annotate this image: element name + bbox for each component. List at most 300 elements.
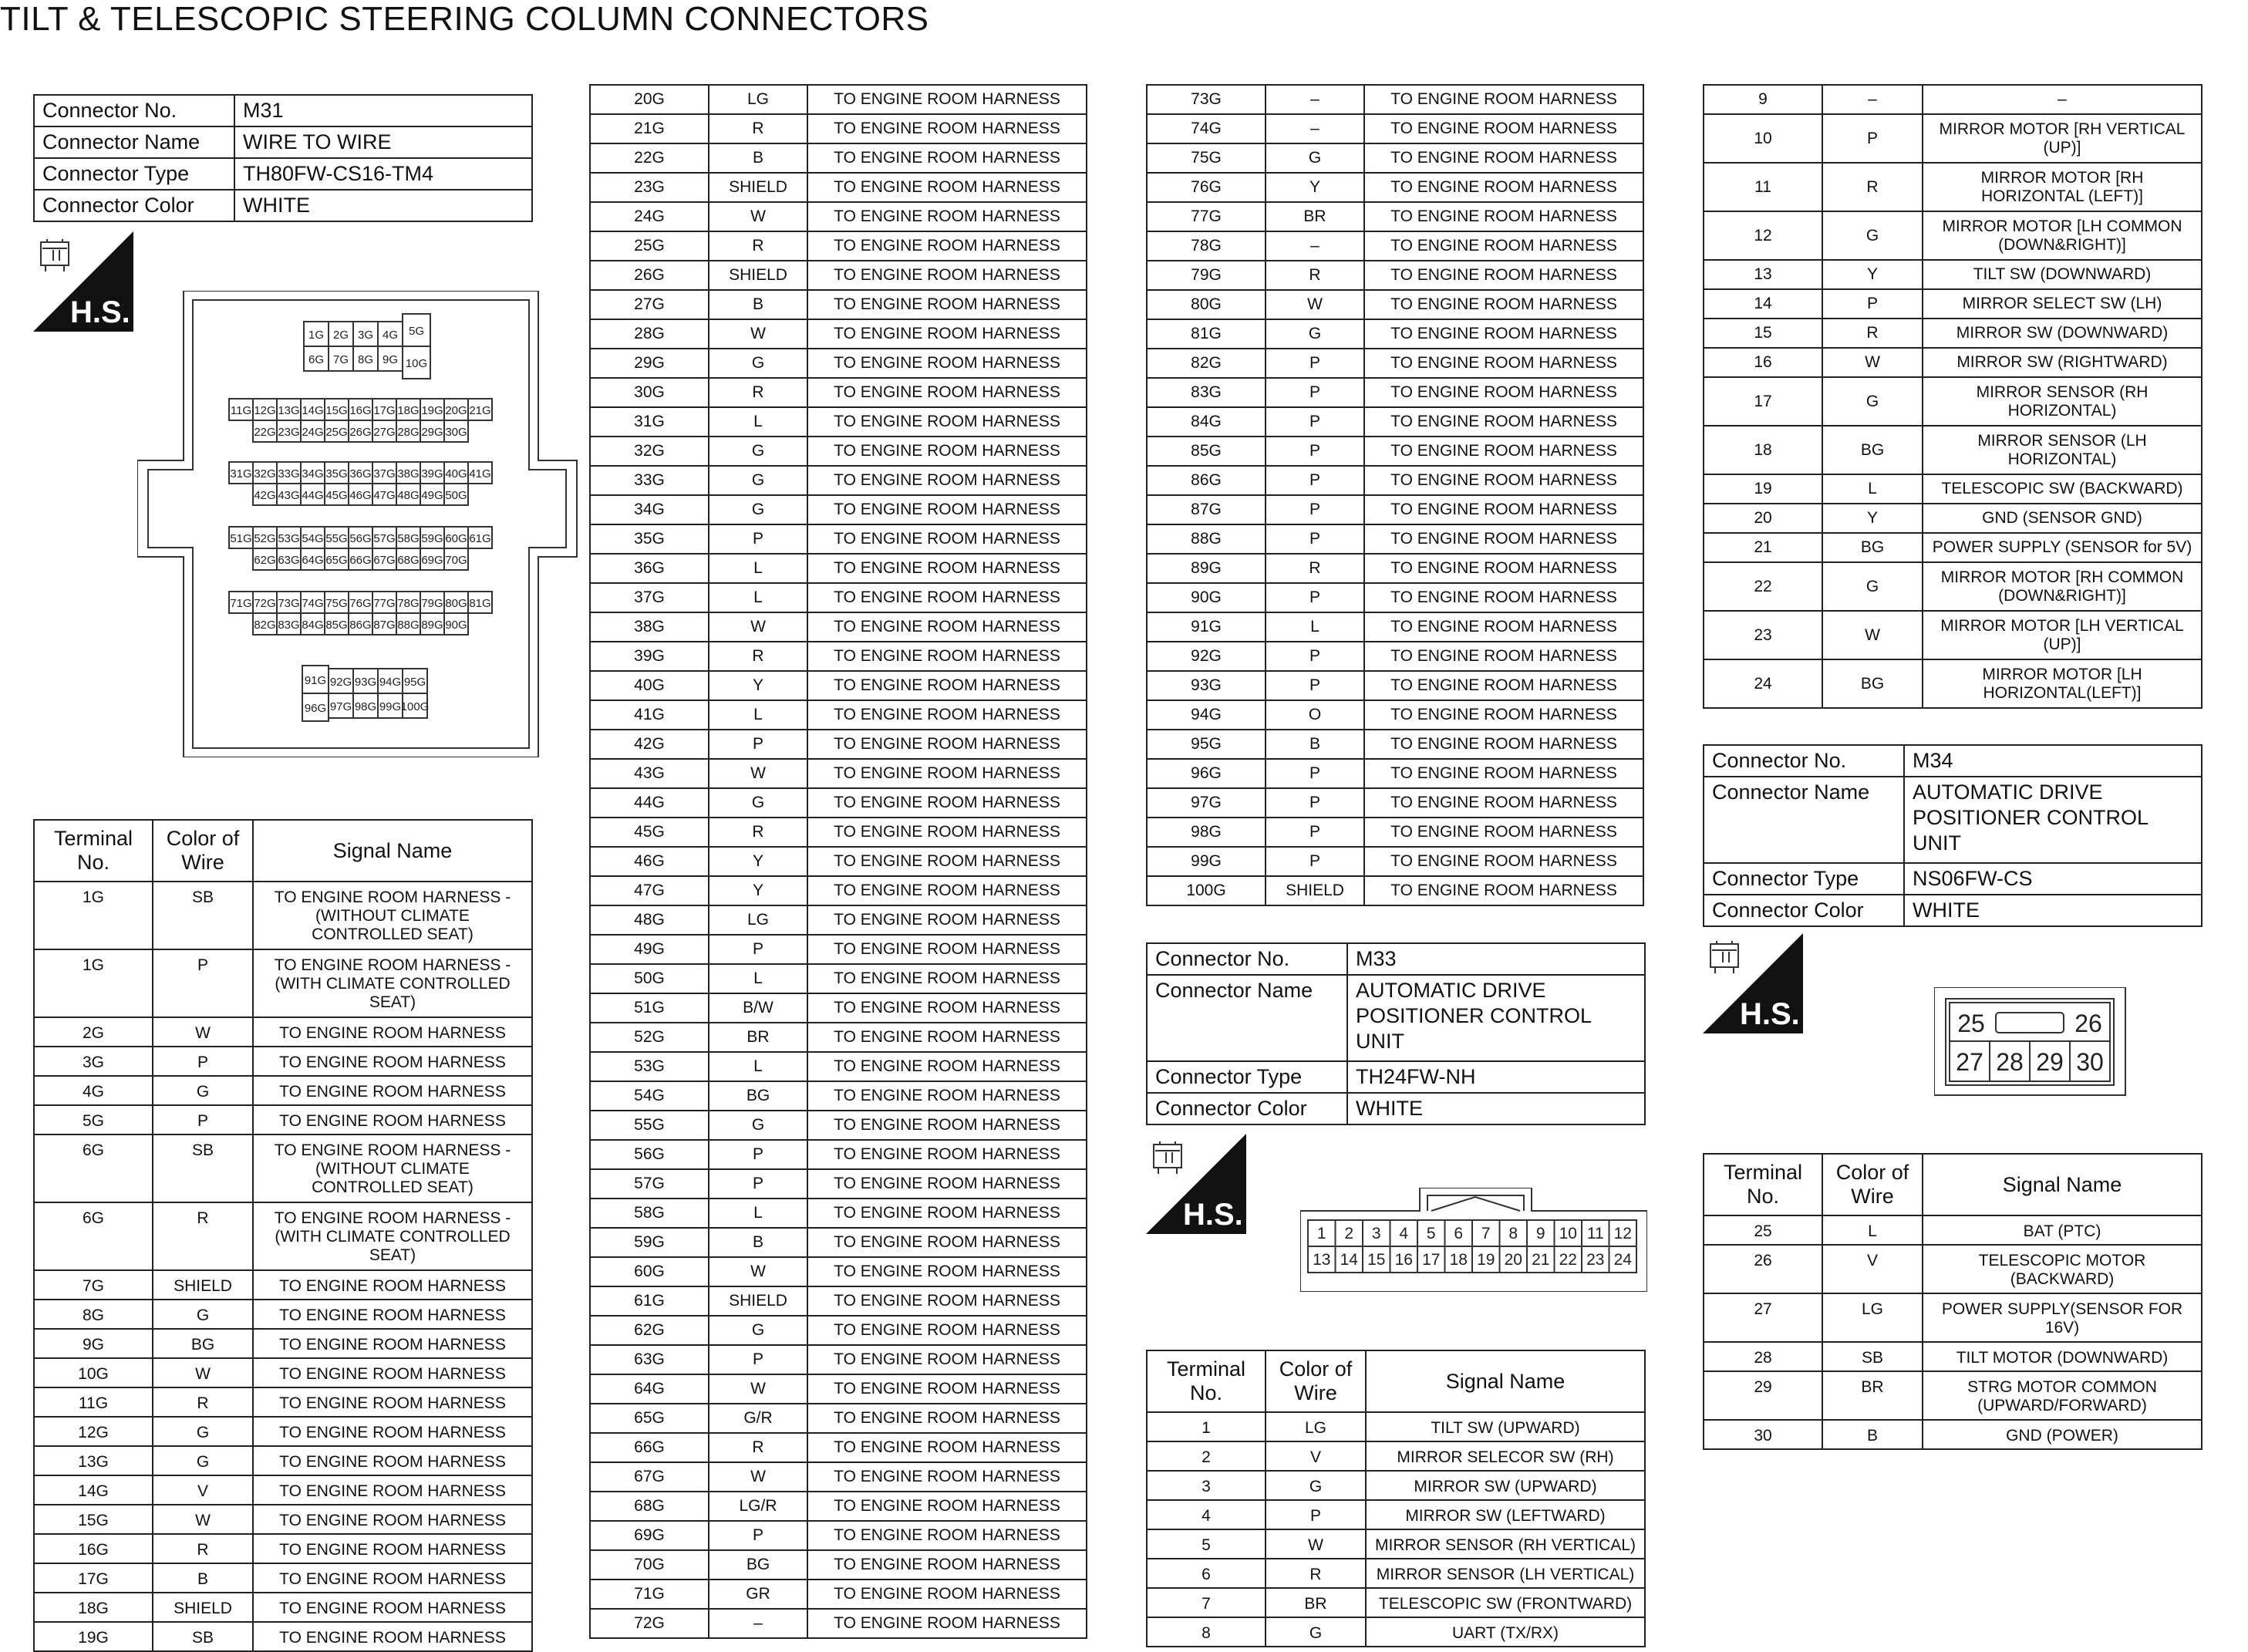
table-row	[590, 1140, 1087, 1169]
header-color-of-wire: Color of Wire	[1266, 1350, 1366, 1412]
cavity-label: 1	[1316, 1225, 1326, 1242]
wire-color: P	[709, 935, 807, 964]
signal-name: TO ENGINE ROOM HARNESS	[253, 1300, 532, 1329]
signal-name: TO ENGINE ROOM HARNESS	[807, 202, 1087, 231]
cavity-label: 6G	[308, 353, 325, 366]
terminal-no: 48G	[590, 905, 709, 935]
signal-name: TO ENGINE ROOM HARNESS	[253, 1417, 532, 1446]
wire-color: V	[153, 1475, 253, 1505]
wire-color: G	[709, 1111, 807, 1140]
cavity-label: 94G	[379, 676, 402, 689]
cavity-label: 52G	[254, 532, 276, 545]
table-row	[590, 143, 1087, 173]
signal-name: TO ENGINE ROOM HARNESS	[253, 1387, 532, 1417]
terminal-no: 93G	[1147, 671, 1266, 700]
cavity-label: 56G	[349, 532, 372, 545]
terminal-no: 1G	[34, 882, 153, 949]
table-row	[34, 1446, 532, 1475]
cavity-label: 11	[1586, 1225, 1604, 1242]
signal-name: TO ENGINE ROOM HARNESS	[807, 759, 1087, 788]
wire-color: P	[1266, 583, 1364, 612]
signal-name: TO ENGINE ROOM HARNESS	[807, 876, 1087, 905]
wire-color: L	[1266, 612, 1364, 642]
terminal-no: 89G	[1147, 554, 1266, 583]
signal-name: TO ENGINE ROOM HARNESS	[807, 143, 1087, 173]
signal-name: MIRROR SW (DOWNWARD)	[1923, 319, 2202, 348]
signal-name: TO ENGINE ROOM HARNESS	[807, 290, 1087, 319]
info-value-color: WHITE	[234, 190, 532, 221]
signal-name: TO ENGINE ROOM HARNESS	[807, 349, 1087, 378]
signal-name: TO ENGINE ROOM HARNESS	[807, 378, 1087, 407]
table-row	[1704, 533, 2202, 562]
signal-name: TO ENGINE ROOM HARNESS	[1364, 290, 1643, 319]
info-label: Connector Name	[1704, 777, 1904, 863]
signal-name: TO ENGINE ROOM HARNESS	[253, 1475, 532, 1505]
wire-color: R	[1266, 1559, 1366, 1588]
wire-color: P	[1266, 1500, 1366, 1529]
table-row	[1147, 700, 1643, 730]
wire-color: –	[1266, 114, 1364, 143]
wire-color: BR	[1822, 1371, 1923, 1420]
terminal-no: 21	[1704, 533, 1822, 562]
signal-name: TO ENGINE ROOM HARNESS	[253, 1505, 532, 1534]
cavity-label: 83G	[278, 619, 300, 632]
cavity-label: 27	[1956, 1048, 1983, 1076]
signal-name: TO ENGINE ROOM HARNESS	[807, 495, 1087, 524]
cavity-label: 93G	[354, 676, 377, 689]
terminal-no: 71G	[590, 1580, 709, 1609]
wire-color: B	[153, 1563, 253, 1593]
wire-color: BR	[1266, 202, 1364, 231]
table-row	[590, 173, 1087, 202]
hs-label: H.S.	[1183, 1198, 1243, 1232]
info-label: Connector Color	[34, 190, 234, 221]
hs-label: H.S.	[70, 295, 130, 329]
terminal-no: 28	[1704, 1342, 1822, 1371]
wire-color: B	[1266, 730, 1364, 759]
signal-name: UART (TX/RX)	[1366, 1617, 1645, 1647]
terminal-no: 17	[1704, 377, 1822, 426]
table-row	[590, 261, 1087, 290]
signal-name: TO ENGINE ROOM HARNESS	[807, 1374, 1087, 1404]
info-value-color: WHITE	[1347, 1093, 1645, 1124]
signal-name: TO ENGINE ROOM HARNESS	[253, 1329, 532, 1358]
wire-color: L	[709, 1199, 807, 1228]
terminal-no: 7G	[34, 1270, 153, 1300]
wire-color: Y	[1266, 173, 1364, 202]
cavity-label: 16G	[349, 404, 372, 417]
signal-name: TO ENGINE ROOM HARNESS	[1364, 85, 1643, 114]
table-row	[590, 437, 1087, 466]
signal-name: TO ENGINE ROOM HARNESS	[807, 671, 1087, 700]
table-row	[590, 847, 1087, 876]
terminal-no: 41G	[590, 700, 709, 730]
wire-color: L	[709, 964, 807, 993]
wire-color: W	[153, 1017, 253, 1047]
wire-color: P	[1266, 642, 1364, 671]
wire-color: Y	[709, 876, 807, 905]
signal-name: TO ENGINE ROOM HARNESS	[807, 847, 1087, 876]
cavity-label: 66G	[349, 554, 372, 567]
signal-name: TO ENGINE ROOM HARNESS	[1364, 378, 1643, 407]
wire-color: P	[1266, 847, 1364, 876]
wire-color: P	[153, 1105, 253, 1134]
table-row	[1147, 261, 1643, 290]
cavity-label: 40G	[445, 467, 467, 480]
terminal-no: 45G	[590, 818, 709, 847]
table-row	[1147, 495, 1643, 524]
info-label: Connector Type	[34, 158, 234, 190]
signal-name: TO ENGINE ROOM HARNESS	[1364, 143, 1643, 173]
cavity-label: 69G	[421, 554, 443, 567]
wire-color: P	[1266, 671, 1364, 700]
info-value-name: AUTOMATIC DRIVE POSITIONER CONTROL UNIT	[1904, 777, 2202, 863]
wire-color: Y	[1822, 260, 1923, 289]
table-row	[1147, 583, 1643, 612]
signal-name: MIRROR SENSOR (LH HORIZONTAL)	[1923, 426, 2202, 474]
signal-name: TO ENGINE ROOM HARNESS	[1364, 612, 1643, 642]
wire-color: P	[1266, 524, 1364, 554]
table-row	[34, 1329, 532, 1358]
wire-color: SHIELD	[153, 1270, 253, 1300]
wire-color: –	[1266, 85, 1364, 114]
info-value-type: TH24FW-NH	[1347, 1061, 1645, 1093]
signal-name: TO ENGINE ROOM HARNESS	[1364, 876, 1643, 905]
info-value-no: M33	[1347, 943, 1645, 975]
signal-name: MIRROR SENSOR (RH VERTICAL)	[1366, 1529, 1645, 1559]
signal-name: TO ENGINE ROOM HARNESS	[807, 1580, 1087, 1609]
table-row	[34, 1417, 532, 1446]
table-row	[1147, 407, 1643, 437]
signal-name: TO ENGINE ROOM HARNESS	[807, 788, 1087, 818]
cavity-label: 88G	[397, 619, 420, 632]
table-row	[34, 882, 532, 949]
terminal-no: 64G	[590, 1374, 709, 1404]
wire-color: B	[709, 290, 807, 319]
signal-name: TO ENGINE ROOM HARNESS	[807, 700, 1087, 730]
wire-color: R	[153, 1202, 253, 1270]
table-row	[590, 114, 1087, 143]
wire-color: W	[1266, 290, 1364, 319]
terminal-no: 30	[1704, 1420, 1822, 1449]
wire-color: G	[709, 495, 807, 524]
table-row	[590, 583, 1087, 612]
cavity-label: 18G	[397, 404, 420, 417]
wire-color: L	[709, 1052, 807, 1081]
terminal-no: 5G	[34, 1105, 153, 1134]
table-row	[1147, 876, 1643, 905]
table-row	[1704, 348, 2202, 377]
terminal-no: 23G	[590, 173, 709, 202]
signal-name: TO ENGINE ROOM HARNESS	[807, 1462, 1087, 1492]
cavity-label: 8G	[357, 353, 374, 366]
cavity-label: 4G	[382, 329, 399, 342]
wire-color: B	[1822, 1420, 1923, 1449]
terminal-no: 15	[1704, 319, 1822, 348]
table-row	[590, 905, 1087, 935]
terminal-no: 28G	[590, 319, 709, 349]
table-row	[1704, 1371, 2202, 1420]
signal-name: TO ENGINE ROOM HARNESS	[1364, 788, 1643, 818]
cavity-label: 97G	[329, 700, 352, 713]
terminal-no: 55G	[590, 1111, 709, 1140]
terminal-no: 66G	[590, 1433, 709, 1462]
table-row	[1147, 1412, 1645, 1441]
table-row	[590, 1433, 1087, 1462]
table-row	[1147, 612, 1643, 642]
table-row	[590, 1169, 1087, 1199]
signal-name: TO ENGINE ROOM HARNESS	[807, 730, 1087, 759]
signal-name: TELESCOPIC MOTOR (BACKWARD)	[1923, 1245, 2202, 1293]
cavity-label: 20G	[445, 404, 467, 417]
signal-name: MIRROR SELECT SW (LH)	[1923, 289, 2202, 319]
signal-name: TO ENGINE ROOM HARNESS	[807, 1023, 1087, 1052]
cavity-label: 12	[1613, 1225, 1632, 1242]
terminal-no: 39G	[590, 642, 709, 671]
signal-name: TO ENGINE ROOM HARNESS	[253, 1534, 532, 1563]
terminal-no: 1G	[34, 949, 153, 1017]
info-label: Connector Type	[1704, 863, 1904, 895]
signal-name: TO ENGINE ROOM HARNESS	[807, 1081, 1087, 1111]
table-row	[590, 319, 1087, 349]
wire-color: G	[153, 1076, 253, 1105]
signal-name: POWER SUPPLY (SENSOR for 5V)	[1923, 533, 2202, 562]
cavity-label: 55G	[325, 532, 348, 545]
table-row	[1704, 377, 2202, 426]
cavity-label: 89G	[421, 619, 443, 632]
terminal-no: 10	[1704, 114, 1822, 163]
info-row-name	[34, 126, 532, 158]
terminal-no: 9G	[34, 1329, 153, 1358]
wire-color: R	[153, 1387, 253, 1417]
terminal-no: 69G	[590, 1521, 709, 1550]
signal-name: TELESCOPIC SW (BACKWARD)	[1923, 474, 2202, 504]
m33-terminal-table-1	[1146, 1350, 1646, 1647]
table-row	[1704, 504, 2202, 533]
cavity-label: 75G	[325, 597, 348, 610]
wire-color: G	[1266, 1471, 1366, 1500]
table-row	[590, 612, 1087, 642]
terminal-no: 77G	[1147, 202, 1266, 231]
signal-name: TO ENGINE ROOM HARNESS	[807, 964, 1087, 993]
terminal-no: 36G	[590, 554, 709, 583]
signal-name: TO ENGINE ROOM HARNESS - (WITHOUT CLIMATE CONTROLLED SEAT)	[253, 882, 532, 949]
terminal-no: 81G	[1147, 319, 1266, 349]
table-row	[590, 378, 1087, 407]
terminal-no: 27	[1704, 1293, 1822, 1342]
wire-color: R	[1266, 554, 1364, 583]
cavity-label: 57G	[373, 532, 396, 545]
info-row-color	[1704, 895, 2202, 926]
cavity-label: 51G	[230, 532, 252, 545]
terminal-no: 92G	[1147, 642, 1266, 671]
terminal-no: 29G	[590, 349, 709, 378]
terminal-no: 95G	[1147, 730, 1266, 759]
terminal-no: 9	[1704, 85, 1822, 114]
wire-color: W	[1822, 348, 1923, 377]
wire-color: L	[709, 554, 807, 583]
wire-color: SHIELD	[709, 173, 807, 202]
cavity-label: 32G	[254, 467, 276, 480]
cavity-label: 42G	[254, 489, 276, 502]
table-row	[590, 993, 1087, 1023]
table-row	[1147, 1500, 1645, 1529]
wire-color: R	[709, 1433, 807, 1462]
page-title: TILT & TELESCOPIC STEERING COLUMN CONNECTORS	[0, 0, 929, 38]
table-row	[1147, 642, 1643, 671]
cavity-label: 73G	[278, 597, 300, 610]
hs-label: H.S.	[1740, 997, 1800, 1031]
table-row	[590, 818, 1087, 847]
signal-name: TO ENGINE ROOM HARNESS	[807, 1521, 1087, 1550]
terminal-no: 11G	[34, 1387, 153, 1417]
cavity-label: 96G	[304, 702, 327, 715]
wire-color: BG	[1822, 426, 1923, 474]
wire-color: SB	[153, 882, 253, 949]
wire-color: W	[153, 1505, 253, 1534]
table-row	[1147, 173, 1643, 202]
signal-name: TO ENGINE ROOM HARNESS	[1364, 319, 1643, 349]
terminal-no: 26G	[590, 261, 709, 290]
signal-name: TO ENGINE ROOM HARNESS	[1364, 554, 1643, 583]
terminal-no: 6	[1147, 1559, 1266, 1588]
cavity-label: 43G	[278, 489, 300, 502]
terminal-no: 20G	[590, 85, 709, 114]
table-row	[34, 1563, 532, 1593]
cavity-label: 99G	[379, 700, 402, 713]
terminal-no: 12G	[34, 1417, 153, 1446]
terminal-no: 56G	[590, 1140, 709, 1169]
wire-color: LG	[1266, 1412, 1366, 1441]
terminal-no: 46G	[590, 847, 709, 876]
signal-name: TO ENGINE ROOM HARNESS	[1364, 818, 1643, 847]
terminal-no: 8	[1147, 1617, 1266, 1647]
wire-color: V	[1266, 1441, 1366, 1471]
table-row	[1147, 349, 1643, 378]
table-row	[1147, 788, 1643, 818]
terminal-no: 18	[1704, 426, 1822, 474]
cavity-label: 19	[1477, 1251, 1495, 1269]
m33-connector-face-diagram	[1300, 1188, 1647, 1292]
signal-name: TO ENGINE ROOM HARNESS	[1364, 202, 1643, 231]
terminal-no: 61G	[590, 1286, 709, 1316]
cavity-label: 8	[1508, 1225, 1518, 1242]
m34-connector-info	[1703, 744, 2203, 927]
signal-name: TO ENGINE ROOM HARNESS	[807, 1404, 1087, 1433]
wire-color: G	[1822, 377, 1923, 426]
cavity-label: 86G	[349, 619, 372, 632]
wire-color: Y	[1822, 504, 1923, 533]
wire-color: P	[1266, 407, 1364, 437]
signal-name: TO ENGINE ROOM HARNESS	[807, 173, 1087, 202]
signal-name: TO ENGINE ROOM HARNESS	[807, 1111, 1087, 1140]
wire-color: G	[153, 1446, 253, 1475]
wire-color: B	[709, 143, 807, 173]
cavity-label: 28G	[397, 426, 420, 439]
terminal-no: 68G	[590, 1492, 709, 1521]
wire-color: SHIELD	[153, 1593, 253, 1622]
table-row	[590, 964, 1087, 993]
wire-color: P	[1266, 466, 1364, 495]
cavity-label: 67G	[373, 554, 396, 567]
wire-color: W	[1822, 611, 1923, 659]
terminal-no: 35G	[590, 524, 709, 554]
table-row	[34, 1047, 532, 1076]
table-row	[34, 1358, 532, 1387]
cavity-label: 36G	[349, 467, 372, 480]
wire-color: W	[709, 759, 807, 788]
terminal-no: 57G	[590, 1169, 709, 1199]
cavity-label: 19G	[421, 404, 443, 417]
table-row	[590, 1199, 1087, 1228]
info-label: Connector No.	[1704, 745, 1904, 777]
table-row	[34, 1134, 532, 1202]
terminal-no: 97G	[1147, 788, 1266, 818]
signal-name: TO ENGINE ROOM HARNESS	[807, 114, 1087, 143]
wire-color: G	[1822, 562, 1923, 611]
header-terminal-no: Terminal No.	[1147, 1350, 1266, 1412]
terminal-no: 87G	[1147, 495, 1266, 524]
cavity-label: 6	[1454, 1225, 1464, 1242]
cavity-label: 26	[2074, 1010, 2102, 1037]
signal-name: TO ENGINE ROOM HARNESS	[253, 1017, 532, 1047]
terminal-no: 84G	[1147, 407, 1266, 437]
wire-color: L	[709, 583, 807, 612]
cavity-label: 84G	[302, 619, 324, 632]
info-row-no	[1704, 745, 2202, 777]
terminal-no: 65G	[590, 1404, 709, 1433]
cavity-label: 14	[1340, 1251, 1358, 1269]
terminal-no: 78G	[1147, 231, 1266, 261]
signal-name: GND (POWER)	[1923, 1420, 2202, 1449]
cavity-label: 31G	[230, 467, 252, 480]
signal-name: MIRROR MOTOR [LH COMMON (DOWN&RIGHT)]	[1923, 211, 2202, 260]
info-row-name	[1147, 975, 1645, 1061]
wire-color: G/R	[709, 1404, 807, 1433]
wire-color: G	[709, 466, 807, 495]
signal-name: TO ENGINE ROOM HARNESS	[807, 1609, 1087, 1638]
wire-color: LG	[1822, 1293, 1923, 1342]
signal-name: TO ENGINE ROOM HARNESS	[253, 1593, 532, 1622]
cavity-label: 25G	[325, 426, 348, 439]
table-row	[590, 1052, 1087, 1081]
terminal-no: 76G	[1147, 173, 1266, 202]
wire-color: G	[1266, 1617, 1366, 1647]
cavity-label: 3	[1371, 1225, 1381, 1242]
signal-name: TO ENGINE ROOM HARNESS	[807, 261, 1087, 290]
signal-name: TO ENGINE ROOM HARNESS	[807, 1228, 1087, 1257]
table-row	[1147, 290, 1643, 319]
signal-name: TO ENGINE ROOM HARNESS	[1364, 583, 1643, 612]
cavity-label: 28	[1996, 1048, 2024, 1076]
signal-name: TILT SW (DOWNWARD)	[1923, 260, 2202, 289]
terminal-no: 47G	[590, 876, 709, 905]
cavity-label: 63G	[278, 554, 300, 567]
cavity-label: 39G	[421, 467, 443, 480]
wire-color: LG/R	[709, 1492, 807, 1521]
cavity-label: 95G	[403, 676, 426, 689]
table-row	[590, 202, 1087, 231]
terminal-no: 94G	[1147, 700, 1266, 730]
terminal-no: 99G	[1147, 847, 1266, 876]
terminal-no: 11	[1704, 163, 1822, 211]
info-value-no: M31	[234, 95, 532, 126]
cavity-label: 53G	[278, 532, 300, 545]
signal-name: TO ENGINE ROOM HARNESS - (WITH CLIMATE CONTROLLED SEAT)	[253, 949, 532, 1017]
signal-name: GND (SENSOR GND)	[1923, 504, 2202, 533]
wire-color: R	[1822, 163, 1923, 211]
wire-color: SHIELD	[709, 1286, 807, 1316]
